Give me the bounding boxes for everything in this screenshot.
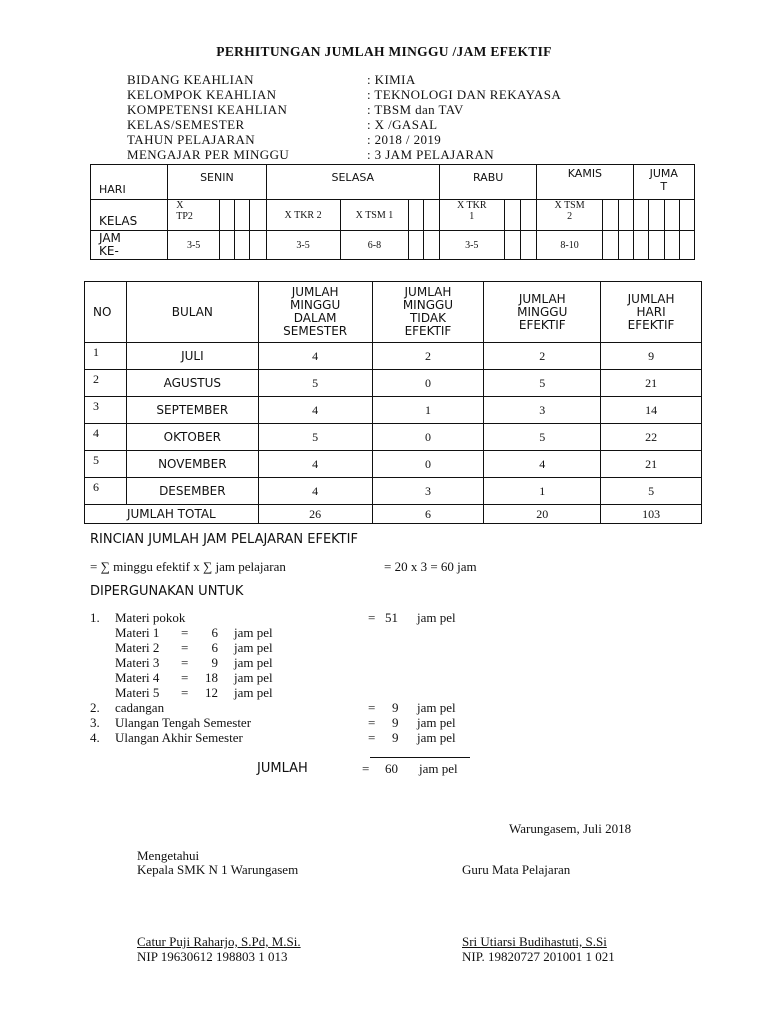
schedule-kelas: X TKR 2 — [266, 200, 340, 231]
schedule-kelas: X TSM 1 — [340, 200, 409, 231]
info-value: : 3 JAM PELAJARAN — [367, 147, 495, 162]
kepala-name: Catur Puji Raharjo, S.Pd, M.Si. — [137, 934, 301, 949]
schedule-jam: 3-5 — [266, 231, 340, 260]
schedule-kelas: X TSM 2 — [537, 200, 603, 231]
kepala-title: Kepala SMK N 1 Warungasem — [137, 862, 299, 877]
header-hari-efektif: JUMLAH HARI EFEKTIF — [601, 282, 702, 343]
table-row: 5 NOVEMBER 4 0 4 21 — [85, 451, 702, 478]
schedule-day: JUMA T — [633, 165, 694, 200]
guru-nip: NIP. 19820727 201001 1 021 — [462, 949, 615, 964]
info-value: : TBSM dan TAV — [367, 102, 464, 117]
schedule-day: RABU — [440, 165, 537, 200]
guru-title: Guru Mata Pelajaran — [462, 862, 571, 877]
kepala-nip: NIP 19630612 198803 1 013 — [137, 949, 288, 964]
schedule-kelas: X TP2 — [168, 200, 220, 231]
schedule-jam: 3-5 — [440, 231, 505, 260]
rincian-heading: RINCIAN JUMLAH JAM PELAJARAN EFEKTIF — [90, 532, 358, 547]
header-minggu-tidak-efektif: JUMLAH MINGGU TIDAK EFEKTIF — [372, 282, 484, 343]
schedule-day: SENIN — [168, 165, 266, 200]
header-no: NO — [85, 282, 127, 343]
sum-divider — [370, 757, 470, 758]
schedule-jam: 8-10 — [537, 231, 603, 260]
schedule-table — [90, 164, 695, 260]
table-row: 6 DESEMBER 4 3 1 5 — [85, 478, 702, 505]
formula-right: = 20 x 3 = 60 jam — [384, 559, 477, 574]
schedule-kelas: X TKR 1 — [440, 200, 505, 231]
schedule-day: SELASA — [266, 165, 439, 200]
info-label: MENGAJAR PER MINGGU — [127, 147, 290, 162]
info-label: KOMPETENSI KEAHLIAN — [127, 102, 288, 117]
info-label: KELOMPOK KEAHLIAN — [127, 87, 277, 102]
info-value: : KIMIA — [367, 72, 416, 87]
formula-left: = ∑ minggu efektif x ∑ jam pelajaran — [90, 559, 286, 574]
info-label: TAHUN PELAJARAN — [127, 132, 256, 147]
info-value: : 2018 / 2019 — [367, 132, 442, 147]
guru-name: Sri Utiarsi Budihastuti, S.Si — [462, 934, 607, 949]
schedule-jam: 3-5 — [168, 231, 220, 260]
schedule-jam-label: JAM KE- — [91, 231, 168, 260]
table-row: 1 JULI 4 2 2 9 — [85, 343, 702, 370]
mengetahui-label: Mengetahui — [137, 848, 200, 863]
header-bulan: BULAN — [126, 282, 258, 343]
schedule-jam: 6-8 — [340, 231, 409, 260]
page-title: PERHITUNGAN JUMLAH MINGGU /JAM EFEKTIF — [216, 44, 552, 59]
header-minggu-efektif: JUMLAH MINGGU EFEKTIF — [484, 282, 601, 343]
info-label: KELAS/SEMESTER — [127, 117, 245, 132]
table-row: 4 OKTOBER 5 0 5 22 — [85, 424, 702, 451]
table-row: 2 AGUSTUS 5 0 5 21 — [85, 370, 702, 397]
place-date: Warungasem, Juli 2018 — [509, 821, 632, 836]
effective-weeks-table — [84, 281, 702, 524]
info-label: BIDANG KEAHLIAN — [127, 72, 254, 87]
info-value: : X /GASAL — [367, 117, 438, 132]
dipergunakan-heading: DIPERGUNAKAN UNTUK — [90, 584, 244, 599]
schedule-kelas-label: KELAS — [91, 200, 168, 231]
info-value: : TEKNOLOGI DAN REKAYASA — [367, 87, 562, 102]
table-total-row: JUMLAH TOTAL 26 6 20 103 — [85, 505, 702, 524]
schedule-hari-label: HARI — [91, 165, 168, 200]
table-row: 3 SEPTEMBER 4 1 3 14 — [85, 397, 702, 424]
header-minggu-semester: JUMLAH MINGGU DALAM SEMESTER — [258, 282, 372, 343]
schedule-day: KAMIS — [537, 165, 633, 200]
